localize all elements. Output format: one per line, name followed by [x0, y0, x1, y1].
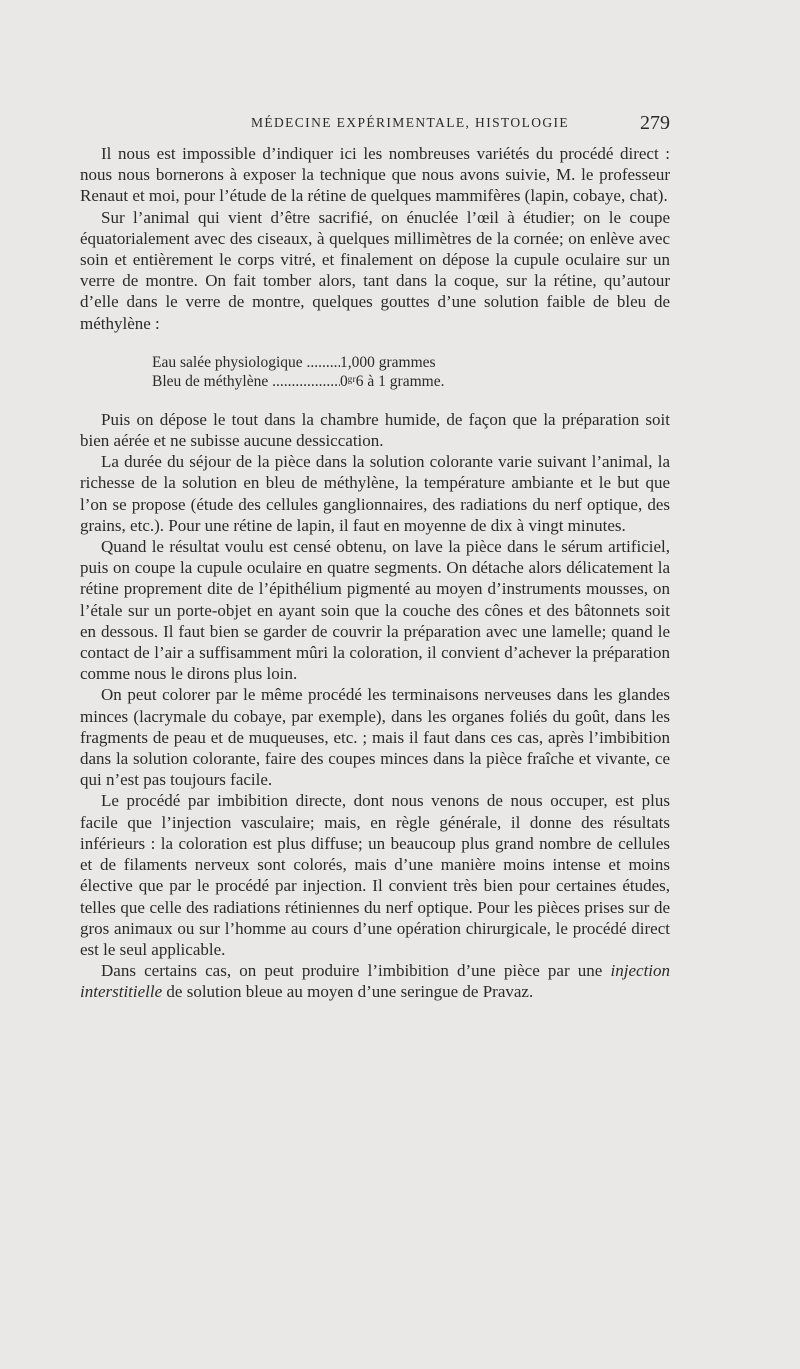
italic-term: injection interstitielle: [80, 961, 671, 1002]
ingredient-name: Eau salée physiologique .....: [152, 353, 340, 372]
paragraph: Il nous est impossible d’indiquer ici les nombreuses variétés du procédé direct : nous nous bornerons à exposer la technique que nous avons suivie, M. le professeur Renaut et moi, pour l’étude de la rétine de quelques mammifères (lapin, cobaye, chat).: [80, 144, 670, 206]
recipe-row: [152, 372, 670, 391]
ingredient-quantity: 1,000 grammes: [340, 353, 436, 371]
paragraph: Le procédé par imbibition directe, dont nous venons de nous occuper, est plus facile que l’injection vasculaire; mais, en règle générale, il donne des résultats inférieurs : la coloration est plus diffuse; un beaucoup plus grand nombre de cellules et de filaments nerveux sont colorés, mais d’une manière moins intense et moins élective que par le procédé par injection. Il convient très bien pour certaines études, telles que celle des radiations rétiniennes du nerf optique. Pour les pièces prises sur de gros animaux ou sur l’homme au cours d’une opération chirurgicale, le procédé direct est le seul applicable.: [80, 791, 670, 959]
page-header: [80, 112, 670, 137]
paragraph: Puis on dépose le tout dans la chambre humide, de façon que la préparation soit bien aérée et ne subisse aucune dessiccation.: [80, 409, 670, 451]
recipe-table: [152, 353, 670, 391]
paragraph: La durée du séjour de la pièce dans la solution colorante varie suivant l’animal, la richesse de la solution en bleu de méthylène, la température ambiante et le but que l’on se propose (étude des cellules ganglionnaires, des radiations du nerf optique, des grains, etc.). Pour une rétine de lapin, il faut en moyenne de dix à vingt minutes.: [80, 452, 670, 535]
paragraph: [80, 960, 670, 1002]
recipe-row: [152, 353, 670, 372]
paragraph-text: de solution bleue au moyen d’une seringue de Pravaz.: [166, 982, 534, 1002]
ingredient-quantity: 0ᵍʳ6 à 1 gramme.: [340, 372, 445, 390]
paragraph: Sur l’animal qui vient d’être sacrifié, on énuclée l’œil à étudier; on le coupe équatorialement avec des ciseaux, à quelques millimètres de la cornée; on enlève avec soin et entièrement le corps vitré, et finalement on dépose la cupule oculaire sur un verre de montre. On fait tomber alors, tant dans la coque, sur la rétine, qu’autour d’elle dans le verre de montre, quelques gouttes d’une solution faible de bleu de méthylène :: [80, 207, 670, 333]
body-text: [80, 143, 670, 1003]
paragraph: On peut colorer par le même procédé les terminaisons nerveuses dans les glandes minces (lacrymale du cobaye, par exemple), dans les organes foliés du goût, dans les fragments de peau et de muqueuses, etc. ; mais il faut dans ces cas, après l’imbibition dans la solution colorante, faire des coupes minces dans la pièce fraîche et vivante, ce qui n’est pas toujours facile.: [80, 685, 670, 790]
page-number: 279: [640, 112, 670, 134]
ingredient-name: Bleu de méthylène .....: [152, 372, 340, 391]
paragraph: Quand le résultat voulu est censé obtenu, on lave la pièce dans le sérum artificiel, puis on coupe la cupule oculaire en quatre segments. On détache alors délicatement la rétine proprement dite de l’épithélium pigmenté au moyen d’instruments mousses, on l’étale sur un porte-objet en ayant soin que la couche des cônes et des bâtonnets soit en dessous. Il faut bien se garder de couvrir la préparation avec une lamelle; quand le contact de l’air a suffisamment mûri la coloration, il convient d’achever la préparation comme nous le dirons plus loin.: [80, 537, 670, 684]
paragraph-text: Dans certains cas, on peut produire l’imbibition d’une pièce par une: [101, 961, 603, 981]
running-head: MÉDECINE EXPÉRIMENTALE, HISTOLOGIE: [250, 115, 570, 130]
